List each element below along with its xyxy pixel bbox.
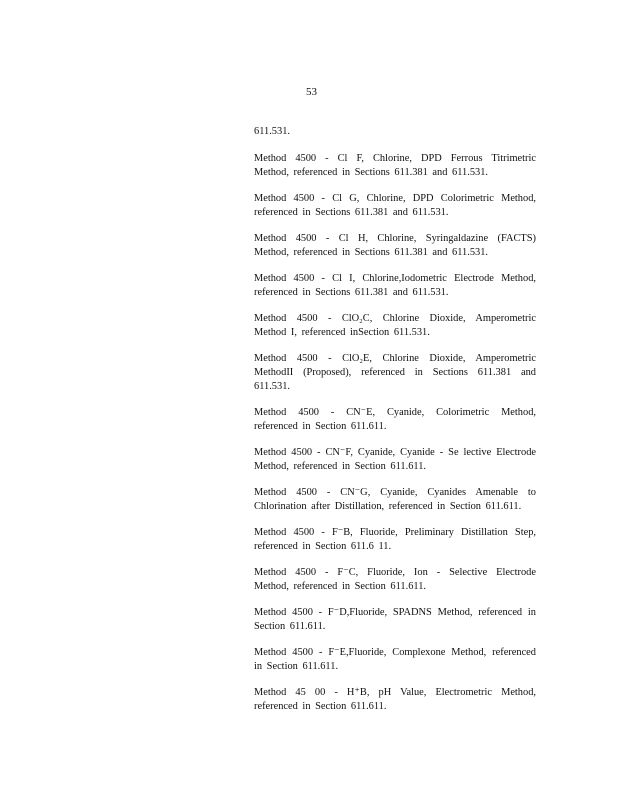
list-item: Method 4500 - ClO₂C, Chlorine Dioxide, Amperometric Method I, referenced inSection 611.531. (254, 313, 536, 338)
list-item: Method 4500 - F⁻C, Fluoride, Ion - Selective Electrode Method, referenced in Section 611.611. (254, 567, 536, 592)
list-item: Method 4500 - Cl F, Chlorine, DPD Ferrous Titrimetric Method, referenced in Sections 611.381 and 611.531. (254, 153, 536, 178)
list-item: Method 4500 - CN⁻E, Cyanide, Colorimetric Method, referenced in Section 611.611. (254, 407, 536, 432)
list-item: Method 4500 - F⁻B, Fluoride, Preliminary Distillation Step, referenced in Section 611.6 11. (254, 527, 536, 552)
list-item: Method 4500 - CN⁻G, Cyanide, Cyanides Amenable to Chlorination after Distillation, referenced in Section 611.611. (254, 487, 536, 512)
list-item: 611.531. (254, 126, 290, 137)
list-item: Method 4500 - F⁻D,Fluoride, SPADNS Method, referenced in Section 611.611. (254, 607, 536, 632)
list-item: Method 4500 - F⁻E,Fluoride, Complexone Method, referenced in Section 611.611. (254, 647, 536, 672)
list-item: Method 4500 - Cl G, Chlorine, DPD Colorimetric Method, referenced in Sections 611.381 and 611.531. (254, 193, 536, 218)
list-item: Method 45 00 - H⁺B, pH Value, Electrometric Method, referenced in Section 611.611. (254, 687, 536, 712)
list-item: Method 4500 - CN⁻F, Cyanide, Cyanide - Se lective Electrode Method, referenced in Section 611.611. (254, 447, 536, 472)
list-item: Method 4500 - Cl I, Chlorine,Iodometric Electrode Method, referenced in Sections 611.381 and 611.531. (254, 273, 536, 298)
method-reference-list (254, 125, 536, 726)
page-number: 53 (306, 86, 317, 98)
list-item: Method 4500 - ClO₂E, Chlorine Dioxide, Amperometric MethodII (Proposed), referenced in Sections 611.381 and 611.531. (254, 353, 536, 392)
list-item: Method 4500 - Cl H, Chlorine, Syringaldazine (FACTS) Method, referenced in Sections 611.381 and 611.531. (254, 233, 536, 258)
